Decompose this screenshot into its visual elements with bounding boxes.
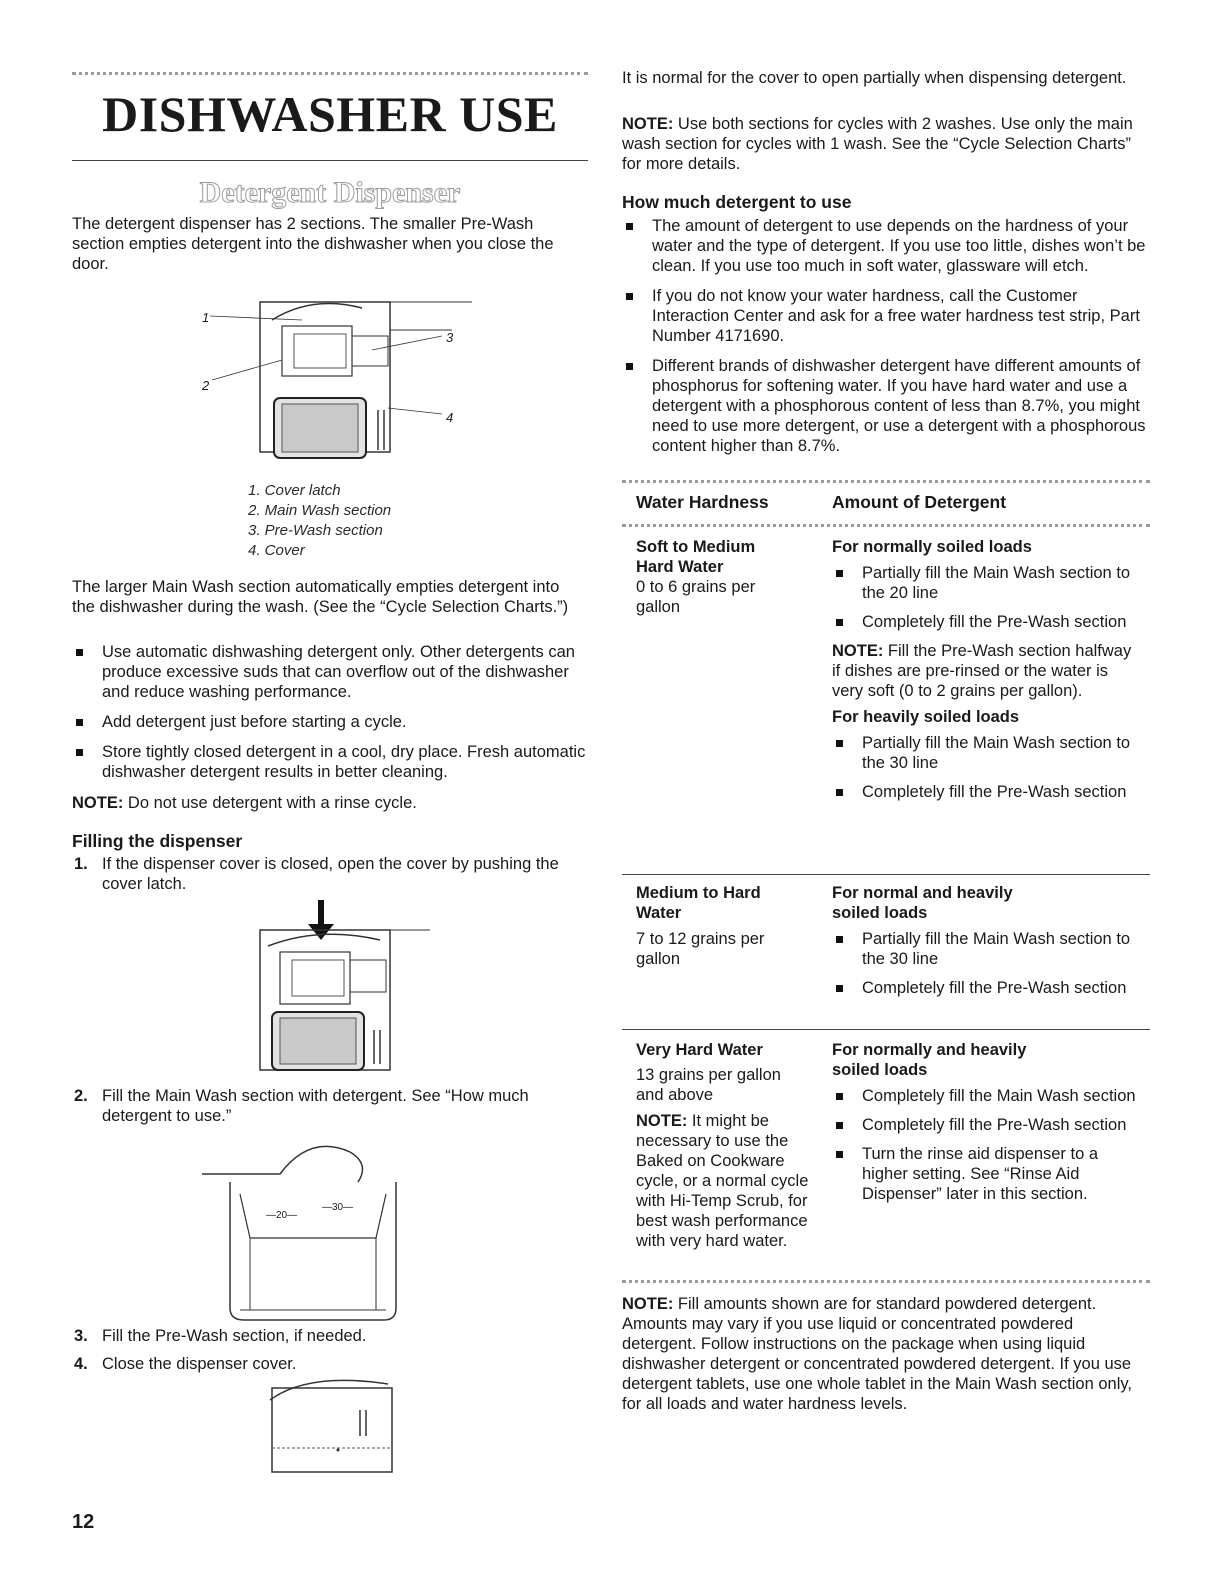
- step-text: Fill the Main Wash section with detergent. See “How much detergent to use.”: [102, 1087, 529, 1125]
- table-top-rule: [622, 480, 1150, 483]
- soft-heavy-heading: For heavily soiled loads: [832, 708, 1020, 726]
- legend-main-wash: 2. Main Wash section: [248, 502, 392, 519]
- medium-water-title: Medium to Hard Water: [636, 884, 761, 922]
- list-item: If you do not know your water hardness, call the Customer Interaction Center and ask for a free water hardness test strip, Part Number 4171690.: [622, 286, 1150, 346]
- step-text: Fill the Pre-Wash section, if needed.: [102, 1327, 367, 1345]
- step-number: 1.: [74, 855, 88, 873]
- table-row-medium: [636, 883, 1150, 1023]
- list-item: Use automatic dishwashing detergent only. Other detergents can produce excessive suds that can overflow out of the dishwasher and reduce washing performance.: [72, 642, 588, 702]
- list-item: Store tightly closed detergent in a cool, dry place. Fresh automatic dishwasher detergent results in better cleaning.: [72, 742, 588, 782]
- intro-paragraph: The detergent dispenser has 2 sections. The smaller Pre-Wash section empties detergent into the dishwasher when you close the door.: [72, 215, 554, 273]
- very-hard-title: Very Hard Water: [636, 1041, 763, 1059]
- table-bottom-rule: [622, 1280, 1150, 1283]
- note-text: Fill amounts shown are for standard powdered detergent. Amounts may vary if you use liquid or concentrated powdered detergent. Follow instructions on the package when using liquid dishwasher detergent or concentrated powdered detergent. If you use detergent tablets, use one whole tablet in the Main Wash section only, for all loads and water hardness levels.: [622, 1295, 1132, 1413]
- step-3: [72, 1326, 582, 1346]
- closed-cover-illustration: [268, 1376, 408, 1476]
- medium-heading: For normal and heavily soiled loads: [832, 884, 1013, 922]
- how-much-heading: How much detergent to use: [622, 192, 852, 212]
- list-item: Completely fill the Pre-Wash section: [832, 782, 1142, 802]
- step-text: If the dispenser cover is closed, open the cover by pushing the cover latch.: [102, 855, 559, 893]
- main-wash-paragraph: The larger Main Wash section automatically empties detergent into the dishwasher during the wash. (See the “Cycle Selection Charts.”): [72, 578, 569, 616]
- list-item: Different brands of dishwasher detergent have different amounts of phosphorus for softening water. If you have hard water and use a detergent with a phosphorous content of less than 8.7%, you might need to use more detergent, or use a detergent with a phosphorous content higher than 8.7%.: [622, 356, 1150, 456]
- note-label: NOTE:: [622, 115, 674, 133]
- row-divider: [622, 874, 1150, 875]
- list-item: The amount of detergent to use depends on the hardness of your water and the type of detergent. If you use too little, dishes won’t be clean. If you use too much in soft water, glassware will etch.: [622, 216, 1150, 276]
- note-label: NOTE:: [622, 1295, 674, 1313]
- page-number: 12: [72, 1511, 95, 1533]
- title-underline: [72, 160, 588, 161]
- column-header-hardness: Water Hardness: [636, 492, 769, 512]
- list-item: Completely fill the Pre-Wash section: [832, 612, 1142, 632]
- list-item: Partially fill the Main Wash section to the 30 line: [832, 733, 1142, 773]
- row-divider: [622, 1029, 1150, 1030]
- table-row-soft: [636, 537, 1150, 867]
- callout-number-1: 1: [202, 310, 210, 325]
- dispenser-figure-1: [202, 290, 522, 470]
- cover-open-paragraph: It is normal for the cover to open partially when dispensing detergent.: [622, 69, 1127, 87]
- dispenser-figure-3: [200, 1138, 440, 1323]
- steps-3-4: [72, 1326, 582, 1374]
- detergent-tips-list: [72, 642, 588, 782]
- how-much-list: [622, 216, 1150, 456]
- footer-note: [622, 1294, 1150, 1414]
- callout-number-3: 3: [446, 330, 454, 345]
- rinse-note: [72, 793, 588, 813]
- soft-water-title: Soft to Medium Hard Water: [636, 538, 756, 576]
- step-2: [72, 1086, 582, 1126]
- step-4: [72, 1354, 582, 1374]
- very-hard-range: 13 grains per gallon and above: [636, 1066, 781, 1104]
- figure-1-legend: [248, 481, 391, 561]
- dispenser-figure-4: [268, 1376, 408, 1476]
- fill-line-20: —20—: [266, 1210, 298, 1221]
- step-number: 2.: [74, 1087, 88, 1105]
- note-label: NOTE:: [832, 642, 884, 660]
- fill-lines-illustration: [200, 1138, 440, 1323]
- very-hard-heading: For normally and heavily soiled loads: [832, 1041, 1027, 1079]
- soft-normal-list: [832, 563, 1142, 632]
- medium-water-range: 7 to 12 grains per gallon: [636, 930, 765, 968]
- legend-cover: 4. Cover: [248, 542, 305, 559]
- dispenser-open-illustration: [202, 290, 522, 470]
- soft-water-range: 0 to 6 grains per gallon: [636, 578, 756, 616]
- section-title: Detergent Dispenser: [199, 176, 461, 209]
- note-text: Use both sections for cycles with 2 washes. Use only the main wash section for cycles with 1 wash. See the “Cycle Selection Charts” for more details.: [622, 115, 1133, 173]
- very-hard-list: [832, 1086, 1142, 1204]
- filling-heading: Filling the dispenser: [72, 831, 243, 851]
- note-text: Do not use detergent with a rinse cycle.: [123, 794, 417, 812]
- fill-line-30: —30—: [322, 1202, 354, 1213]
- table-header-rule: [622, 524, 1150, 527]
- step-text: Close the dispenser cover.: [102, 1355, 297, 1373]
- list-item: Partially fill the Main Wash section to the 20 line: [832, 563, 1142, 603]
- list-item: Add detergent just before starting a cycle.: [72, 712, 588, 732]
- soft-note: [832, 641, 1142, 701]
- callout-number-2: 2: [202, 378, 210, 393]
- step-1: [72, 854, 582, 894]
- very-hard-note: [636, 1111, 814, 1251]
- top-dotted-rule: [72, 72, 588, 75]
- legend-cover-latch: 1. Cover latch: [248, 482, 341, 499]
- table-row-very-hard: [636, 1040, 1150, 1275]
- medium-list: [832, 929, 1142, 998]
- soft-normal-heading: For normally soiled loads: [832, 538, 1032, 556]
- step-number: 3.: [74, 1327, 88, 1345]
- list-item: Completely fill the Pre-Wash section: [832, 1115, 1142, 1135]
- push-latch-illustration: [250, 900, 430, 1075]
- list-item: Turn the rinse aid dispenser to a higher setting. See “Rinse Aid Dispenser” later in this section.: [832, 1144, 1142, 1204]
- cycle-note: [622, 114, 1150, 174]
- note-text: It might be necessary to use the Baked on Cookware cycle, or a normal cycle with Hi-Temp Scrub, for best wash performance with very hard water.: [636, 1112, 809, 1250]
- note-text: Fill the Pre-Wash section halfway if dishes are pre-rinsed or the water is very soft (0 to 2 grains per gallon).: [832, 642, 1132, 700]
- list-item: Completely fill the Pre-Wash section: [832, 978, 1142, 998]
- note-label: NOTE:: [636, 1112, 688, 1130]
- column-header-amount: Amount of Detergent: [832, 492, 1007, 512]
- list-item: Partially fill the Main Wash section to the 30 line: [832, 929, 1142, 969]
- note-label: NOTE:: [72, 794, 124, 812]
- soft-heavy-list: [832, 733, 1142, 802]
- legend-pre-wash: 3. Pre-Wash section: [248, 522, 383, 539]
- step-number: 4.: [74, 1355, 88, 1373]
- list-item: Completely fill the Main Wash section: [832, 1086, 1142, 1106]
- page-title: DISHWASHER USE: [102, 86, 558, 142]
- callout-number-4: 4: [446, 410, 454, 425]
- dispenser-figure-2: [250, 900, 430, 1075]
